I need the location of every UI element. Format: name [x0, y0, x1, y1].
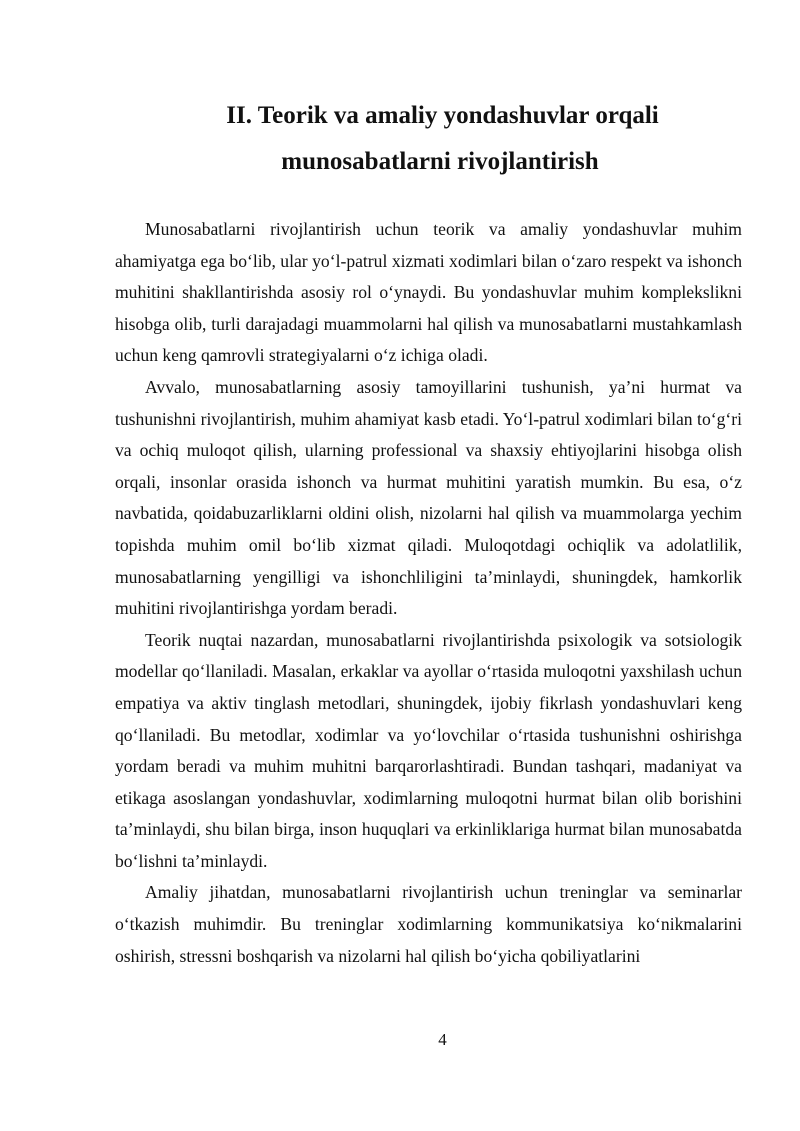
paragraph: Teorik nuqtai nazardan, munosabatlarni rivojlantirishda psixologik va sotsiologik modellar qo‘llaniladi. Masalan, erkaklar va ayollar o‘rtasida muloqotni yaxshilash uchun empatiya va aktiv tinglash metodlari, shuningdek, ijobiy fikrlash yondashuvlari keng qo‘llaniladi. Bu metodlar, xodimlar va yo‘lovchilar o‘rtasida tushunishni oshirishga yordam beradi va muhim muhitni barqarorlashtiradi. Bundan tashqari, madaniyat va etikaga asoslangan yondashuvlar, xodimlarning muloqotni hurmat bilan olib borishini ta’minlaydi, shu bilan birga, inson huquqlari va erkinliklariga hurmat bilan munosabatda bo‘lishni ta’minlaydi. [115, 629, 742, 871]
section-heading-line-2: munosabatlarni rivojlantirish [281, 148, 599, 175]
body-text [115, 214, 742, 972]
paragraph: Amaliy jihatdan, munosabatlarni rivojlantirish uchun treninglar va seminarlar o‘tkazish muhimdir. Bu treninglar xodimlarning kommunikatsiya ko‘nikmalarini oshirish, stressni boshqarish va nizolarni hal qilish bo‘yicha qobiliyatlarini [115, 882, 742, 966]
page-number: 4 [438, 1030, 447, 1049]
paragraph: Avvalo, munosabatlarning asosiy tamoyillarini tushunish, ya’ni hurmat va tushunishni rivojlantirish, muhim ahamiyat kasb etadi. Yo‘l-patrul xodimlari bilan to‘g‘ri va ochiq muloqot qilish, ularning professional va shaxsiy ehtiyojlarini hisobga olish orqali, insonlar orasida ishonch va hurmat muhitini yaratish mumkin. Bu esa, o‘z navbatida, qoidabuzarliklarni oldini olish, nizolarni hal qilish va muammolarga yechim topishda muhim omil bo‘lib xizmat qiladi. Muloqotdagi ochiqlik va adolatlilik, munosabatlarning yengilligi va ishonchliligini ta’minlaydi, shuningdek, hamkorlik muhitini rivojlantirishga yordam beradi. [115, 376, 742, 619]
paragraph: Munosabatlarni rivojlantirish uchun teorik va amaliy yondashuvlar muhim ahamiyatga ega bo‘lib, ular yo‘l-patrul xizmati xodimlari bilan o‘zaro respekt va ishonch muhitini shakllantirishda asosiy rol o‘ynaydi. Bu yondashuvlar muhim komplekslikni hisobga olib, turli darajadagi muammolarni hal qilish va munosabatlarni mustahkamlash uchun keng qamrovli strategiyalarni o‘z ichiga oladi. [115, 219, 742, 366]
section-heading-line-1: II. Teorik va amaliy yondashuvlar orqali [226, 102, 659, 129]
